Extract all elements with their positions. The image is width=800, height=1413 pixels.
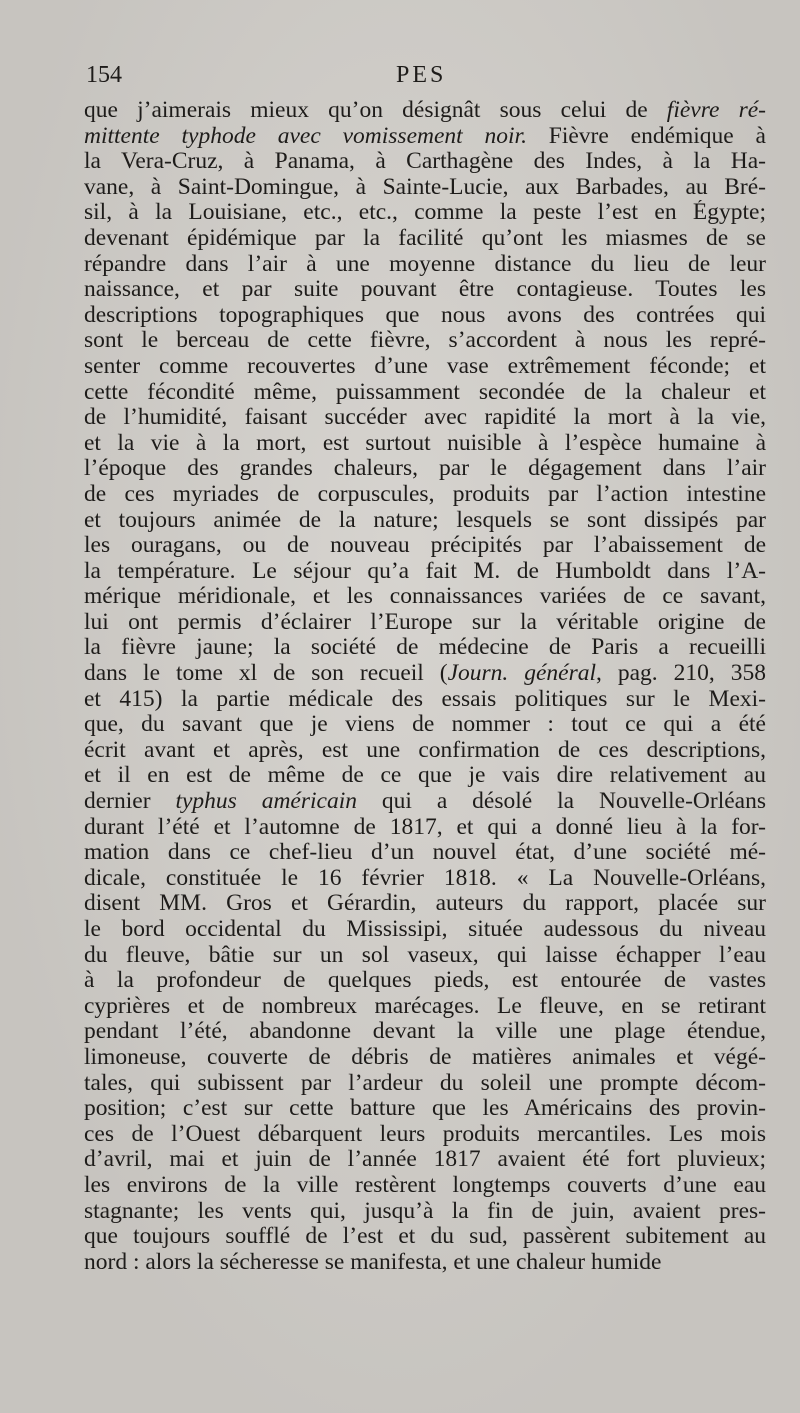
text-run: la température. Le séjour qu’a fait M. de Humboldt dans l’A-: [84, 558, 766, 584]
text-run: sil, à la Louisiane, etc., etc., comme la peste l’est en Égypte;: [84, 200, 766, 226]
text-run: limoneuse, couverte de débris de matières animales et végé-: [84, 1044, 766, 1070]
text-run: que j’aimerais mieux qu’on désignât sous celui de: [84, 98, 667, 123]
text-run: et 415) la partie médicale des essais politiques sur le Mexi-: [84, 686, 766, 712]
text-run: sont le berceau de cette fièvre, s’accordent à nous les repré-: [84, 328, 766, 354]
text-run: de l’humidité, faisant succéder avec rapidité la mort à la vie,: [84, 405, 766, 431]
text-run: stagnante; les vents qui, jusqu’à la fin de juin, avaient pres-: [84, 1198, 766, 1224]
text-run: dans le tome xl de son recueil (: [84, 661, 448, 687]
text-line: [84, 456, 766, 482]
text-run: lui ont permis d’éclairer l’Europe sur la véritable origine de: [84, 609, 766, 635]
text-run: mation dans ce chef-lieu d’un nouvel état, d’une société mé-: [84, 840, 766, 866]
text-line: [84, 328, 766, 354]
text-run: et la vie à la mort, est surtout nuisible à l’espèce humaine à: [84, 430, 766, 456]
text-line: [84, 226, 766, 252]
text-run: que toujours soufflé de l’est et du sud, passèrent subitement au: [84, 1224, 766, 1250]
text-run: naissance, et par suite pouvant être contagieuse. Toutes les: [84, 277, 766, 303]
text-line: [84, 891, 766, 917]
text-run: position; c’est sur cette batture que les Américains des provin-: [84, 1096, 766, 1122]
text-run: du fleuve, bâtie sur un sol vaseux, qui laisse échapper l’eau: [84, 942, 766, 968]
text-line: [84, 252, 766, 278]
text-run: vane, à Saint-Domingue, à Sainte-Lucie, aux Barbades, au Bré-: [84, 174, 766, 200]
text-run: pendant l’été, abandonne devant la ville une plage étendue,: [84, 1019, 766, 1045]
text-run: l’époque des grandes chaleurs, par le dégagement dans l’air: [84, 456, 766, 482]
italic-text-run: mittente typhode avec vomissement noir.: [84, 123, 527, 149]
text-run: d’avril, mai et juin de l’année 1817 avaient été fort pluvieux;: [84, 1147, 766, 1173]
text-run: , pag. 210, 358: [596, 661, 766, 687]
text-run: senter comme recouvertes d’une vase extrêmement féconde; et: [84, 353, 766, 379]
text-line: [84, 200, 766, 226]
text-run: le bord occidental du Mississipi, située audessous du niveau: [84, 917, 766, 942]
text-run: que, du savant que je viens de nommer : tout ce qui a été: [84, 712, 766, 738]
text-run: écrit avant et après, est une confirmation de ces descriptions,: [84, 737, 766, 763]
text-line: [84, 482, 766, 508]
text-line: [84, 712, 766, 738]
text-run: cette fécondité même, puissamment secondée de la chaleur et: [84, 379, 766, 405]
text-line: [84, 277, 766, 303]
text-line: [84, 1122, 766, 1148]
text-line: [84, 1019, 766, 1045]
text-line: [84, 635, 766, 661]
text-run: cyprières et de nombreux marécages. Le fleuve, en se retirant: [84, 993, 766, 1019]
text-line: [84, 943, 766, 969]
body-text: [84, 98, 766, 1275]
text-line: [84, 866, 766, 892]
text-run: dicale, constituée le 16 février 1818. « La Nouvelle-Orléans,: [84, 865, 766, 891]
text-run: la Vera-Cruz, à Panama, à Carthagène des Indes, à la Ha-: [84, 149, 766, 175]
text-line: [84, 508, 766, 534]
text-run: et il en est de même de ce que je vais dire relativement au: [84, 763, 766, 789]
text-line: [84, 533, 766, 559]
text-line: [84, 1045, 766, 1071]
text-line: [84, 584, 766, 610]
text-line: [84, 661, 766, 687]
text-line: [84, 789, 766, 815]
text-run: descriptions topographiques que nous avons des contrées qui: [84, 302, 766, 328]
text-run: durant l’été et l’automne de 1817, et qui a donné lieu à la for-: [84, 814, 766, 840]
text-line: [84, 1173, 766, 1199]
text-line: [84, 763, 766, 789]
italic-text-run: Journ. général: [447, 661, 597, 687]
text-line: [84, 994, 766, 1020]
page-header: [86, 60, 764, 92]
text-line: [84, 687, 766, 713]
text-run: répandre dans l’air à une moyenne distance du lieu de leur: [84, 251, 766, 277]
text-line: [84, 380, 766, 406]
text-run: devenant épidémique par la facilité qu’ont les miasmes de se: [84, 225, 766, 251]
text-line: [84, 303, 766, 329]
text-line: [84, 968, 766, 994]
italic-text-run: typhus américain: [175, 789, 357, 815]
text-line: [84, 354, 766, 380]
text-run: de ces myriades de corpuscules, produits par l’action intestine: [84, 481, 766, 507]
text-run: et toujours animée de la nature; lesquels se sont dissipés par: [84, 507, 766, 533]
text-line: [84, 98, 766, 124]
text-run: qui a désolé la Nouvelle-Orléans: [357, 789, 766, 815]
text-line: [84, 431, 766, 457]
text-line: [84, 610, 766, 636]
text-run: tales, qui subissent par l’ardeur du soleil une prompte décom-: [84, 1070, 766, 1096]
text-line: [84, 405, 766, 431]
text-line: [84, 124, 766, 150]
text-line: [84, 840, 766, 866]
text-line: [84, 738, 766, 764]
text-line: [84, 1071, 766, 1097]
page-number: 154: [86, 62, 122, 88]
text-line: [84, 917, 766, 943]
text-run: nord : alors la sécheresse se manifesta, et une chaleur humide: [84, 1249, 662, 1275]
text-line: [84, 1199, 766, 1225]
text-run: les environs de la ville restèrent longtemps couverts d’une eau: [84, 1172, 766, 1198]
text-line: [84, 149, 766, 175]
text-run: ces de l’Ouest débarquent leurs produits mercantiles. Les mois: [84, 1121, 766, 1147]
text-line: [84, 559, 766, 585]
text-line: [84, 815, 766, 841]
text-line: [84, 1096, 766, 1122]
text-line: [84, 1224, 766, 1250]
running-head: PES: [396, 62, 447, 88]
text-run: dernier: [84, 789, 176, 815]
text-run: Fièvre endémique à: [526, 123, 766, 149]
text-run: les ouragans, ou de nouveau précipités par l’abaissement de: [84, 533, 766, 559]
text-line: [84, 175, 766, 201]
text-run: disent MM. Gros et Gérardin, auteurs du rapport, placée sur: [84, 891, 766, 917]
text-run: à la profondeur de quelques pieds, est entourée de vastes: [84, 968, 766, 994]
text-run: la fièvre jaune; la société de médecine de Paris a recueilli: [84, 635, 766, 661]
italic-text-run: fièvre ré-: [666, 98, 766, 123]
text-run: mérique méridionale, et les connaissances variées de ce savant,: [84, 584, 766, 610]
text-line: [84, 1147, 766, 1173]
text-line: [84, 1250, 766, 1276]
